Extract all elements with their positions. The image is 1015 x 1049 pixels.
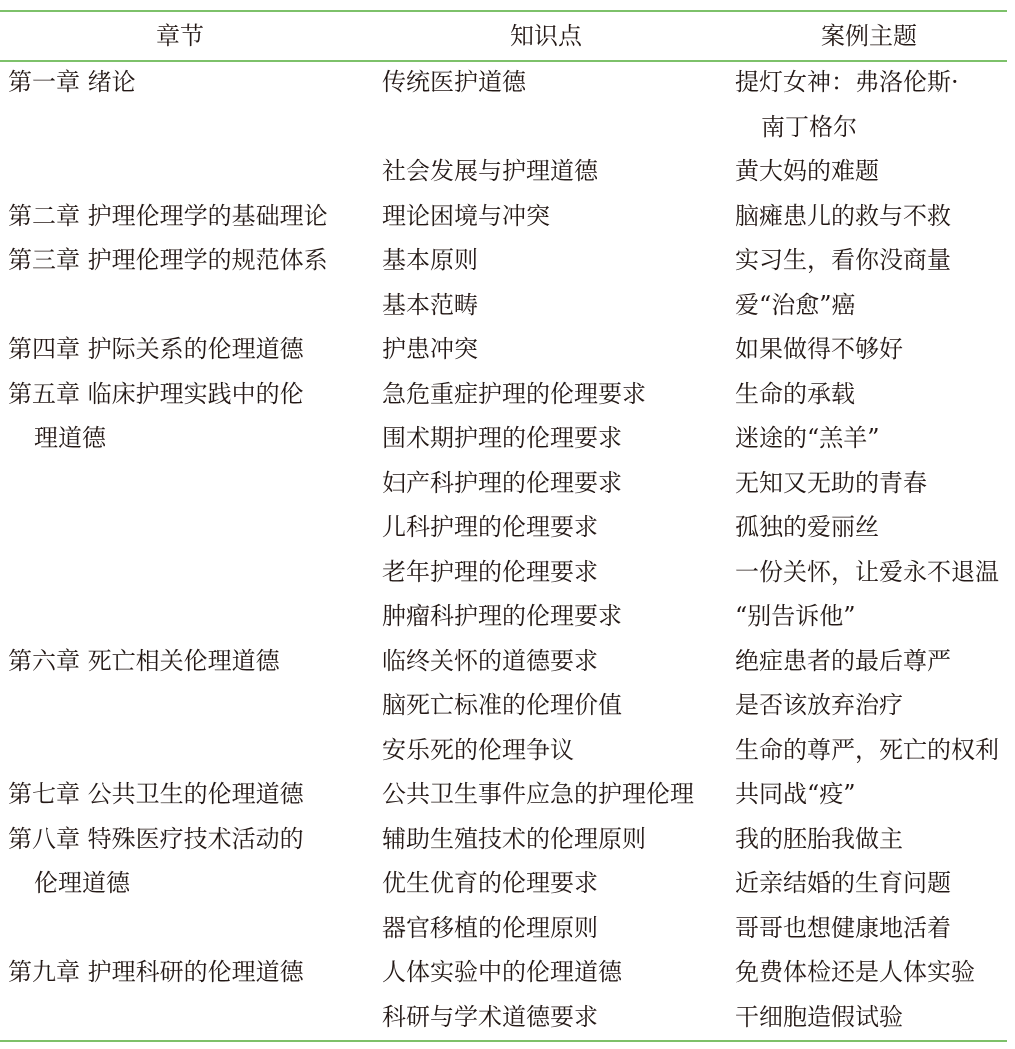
knowledge-cell: 基本范畴 [382,290,478,319]
knowledge-cell: 基本原则 [382,246,478,274]
case-cell: 爱“治愈”癌 [735,290,856,319]
header-chapter: 章节 [156,22,204,50]
knowledge-cell: 护患冲突 [382,335,478,363]
case-cell: 一份关怀，让爱永不退温 [735,557,999,586]
table-row [0,327,1010,372]
case-cell: 是否该放弃治疗 [735,691,903,719]
table-row [0,995,1010,1040]
table-header [0,12,1007,60]
table-row [0,683,1010,728]
table-body [0,60,1010,1039]
chapter-cell: 第七章 公共卫生的伦理道德 [8,780,304,808]
case-cell: 哥哥也想健康地活着 [735,913,951,942]
case-cell: 干细胞造假试验 [735,1002,903,1031]
knowledge-cell: 肿瘤科护理的伦理要求 [382,602,622,630]
table-row [0,772,1010,817]
chapter-cell: 第二章 护理伦理学的基础理论 [8,201,328,230]
case-cell: 南丁格尔 [761,112,857,141]
table-row [0,728,1010,773]
table-row [0,283,1010,328]
case-cell: 实习生，看你没商量 [735,246,951,274]
case-cell: 免费体检还是人体实验 [735,958,975,986]
table-row [0,149,1010,194]
case-cell: 近亲结婚的生育问题 [735,869,951,897]
case-cell: 提灯女神：弗洛伦斯· [735,68,959,96]
case-cell: 脑瘫患儿的救与不救 [735,201,951,230]
table-row [0,194,1010,239]
chapter-cell: 第八章 特殊医疗技术活动的 [8,824,304,853]
knowledge-cell: 辅助生殖技术的伦理原则 [382,824,646,853]
knowledge-cell: 优生优育的伦理要求 [382,869,598,897]
knowledge-cell: 老年护理的伦理要求 [382,557,598,586]
chapter-cell: 第一章 绪论 [8,68,136,96]
chapter-cell: 第四章 护际关系的伦理道德 [8,335,304,363]
table-row [0,594,1010,639]
case-cell: 我的胚胎我做主 [735,824,903,853]
table-row [0,550,1010,595]
table-row [0,906,1010,951]
knowledge-cell: 器官移植的伦理原则 [382,913,598,942]
case-cell: 绝症患者的最后尊严 [735,646,951,675]
table-row [0,817,1010,862]
table-row [0,639,1010,684]
chapter-cell: 理道德 [34,424,106,452]
case-cell: 无知又无助的青春 [735,468,927,497]
case-cell: 生命的承载 [735,379,855,408]
table-row [0,950,1010,995]
chapter-cell: 第六章 死亡相关伦理道德 [8,646,280,675]
chapter-cell: 第三章 护理伦理学的规范体系 [8,246,328,274]
case-cell: “别告诉他” [735,602,856,630]
knowledge-cell: 临终关怀的道德要求 [382,646,598,675]
header-case: 案例主题 [821,22,917,50]
table-row [0,861,1010,906]
table-row [0,505,1010,550]
knowledge-cell: 妇产科护理的伦理要求 [382,468,622,497]
chapter-cell: 第五章 临床护理实践中的伦 [8,379,304,408]
knowledge-cell: 社会发展与护理道德 [382,157,598,185]
knowledge-cell: 脑死亡标准的伦理价值 [382,691,622,719]
knowledge-cell: 科研与学术道德要求 [382,1002,598,1031]
knowledge-cell: 传统医护道德 [382,68,526,96]
knowledge-cell: 理论困境与冲突 [382,201,550,230]
table-row [0,372,1010,417]
case-cell: 黄大妈的难题 [735,157,879,185]
case-cell: 如果做得不够好 [735,335,903,363]
table-row [0,238,1010,283]
table-bottom-rule [0,1040,1007,1042]
case-cell: 共同战“疫” [735,780,856,808]
knowledge-cell: 安乐死的伦理争议 [382,735,574,764]
table-row [0,416,1010,461]
knowledge-cell: 急危重症护理的伦理要求 [382,379,646,408]
case-cell: 生命的尊严，死亡的权利 [735,735,999,764]
table-row [0,60,1010,105]
knowledge-cell: 围术期护理的伦理要求 [382,424,622,452]
table-row [0,461,1010,506]
knowledge-cell: 人体实验中的伦理道德 [382,958,622,986]
case-cell: 孤独的爱丽丝 [735,513,879,541]
case-cell: 迷途的“羔羊” [735,424,880,452]
chapter-cell: 伦理道德 [34,869,130,897]
knowledge-cell: 公共卫生事件应急的护理伦理 [382,780,694,808]
chapter-cell: 第九章 护理科研的伦理道德 [8,958,304,986]
header-knowledge: 知识点 [510,22,582,50]
table-row [0,105,1010,150]
knowledge-cell: 儿科护理的伦理要求 [382,513,598,541]
